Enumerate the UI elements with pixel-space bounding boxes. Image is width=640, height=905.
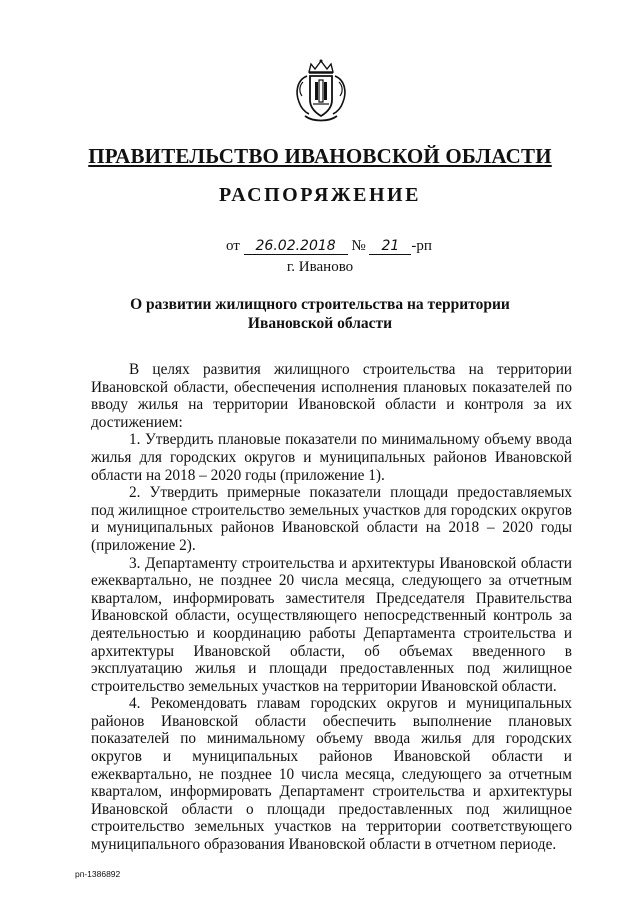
paragraph-item-2: 2. Утвердить примерные показатели площади предоставляемых под жилищное строительство земельных участков для городских округов и муниципальных районов Ивановской области на 2018 – 2020 годы (приложение 2). [91,484,572,554]
organization-name: ПРАВИТЕЛЬСТВО ИВАНОВСКОЙ ОБЛАСТИ [88,144,552,168]
date-prefix: от [226,238,240,254]
document-number: 21 [369,238,411,255]
paragraph-preamble: В целях развития жилищного строительства на территории Ивановской области, обеспечения исполнения плановых показателей по вводу жилья на территории Ивановской области и контроля за их достижением: [91,361,572,431]
paragraph-item-4: 4. Рекомендовать главам городских округов и муниципальных районов Ивановской области обеспечить выполнение плановых показателей по минимальному объему ввода жилья для городских округов и муниципальных районов Ивановской области и ежеквартально, не позднее 10 числа месяца, следующего за отчетным кварталом, информировать Департамент строительства и архитектуры Ивановской области о площади предоставленных под жилищное строительство земельных участков на территории соответствующего муниципального образования Ивановской области в отчетном периоде. [91,695,572,854]
document-type: РАСПОРЯЖЕНИЕ [219,184,421,206]
paragraph-item-1: 1. Утвердить плановые показатели по минимальному объему ввода жилья для городских округов и муниципальных районов Ивановской области на 2018 – 2020 годы (приложение 1). [91,431,572,484]
document-body [91,361,572,854]
city: г. Иваново [286,259,354,275]
title-line: О развитии жилищного строительства на территории [130,296,510,313]
document-number-line [226,238,432,255]
coat-of-arms-icon [293,58,349,126]
document-title [0,295,640,333]
number-sign: № [351,238,366,254]
title-line: Ивановской области [247,315,393,332]
footer-code: рп-1386892 [75,869,121,879]
document-date: 26.02.2018 [244,238,348,255]
number-suffix: -рп [411,238,432,254]
paragraph-item-3: 3. Департаменту строительства и архитектуры Ивановской области ежеквартально, не позднее 20 числа месяца, следующего за отчетным кварталом, информировать заместителя Председателя Правительства Ивановской области, осуществляющего непосредственный контроль за деятельностью и координацию работы Департамента строительства и архитектуры Ивановской области, об объемах введенного в эксплуатацию жилья и площади предоставленных под жилищное строительство земельных участков на территории Ивановской области. [91,554,572,695]
